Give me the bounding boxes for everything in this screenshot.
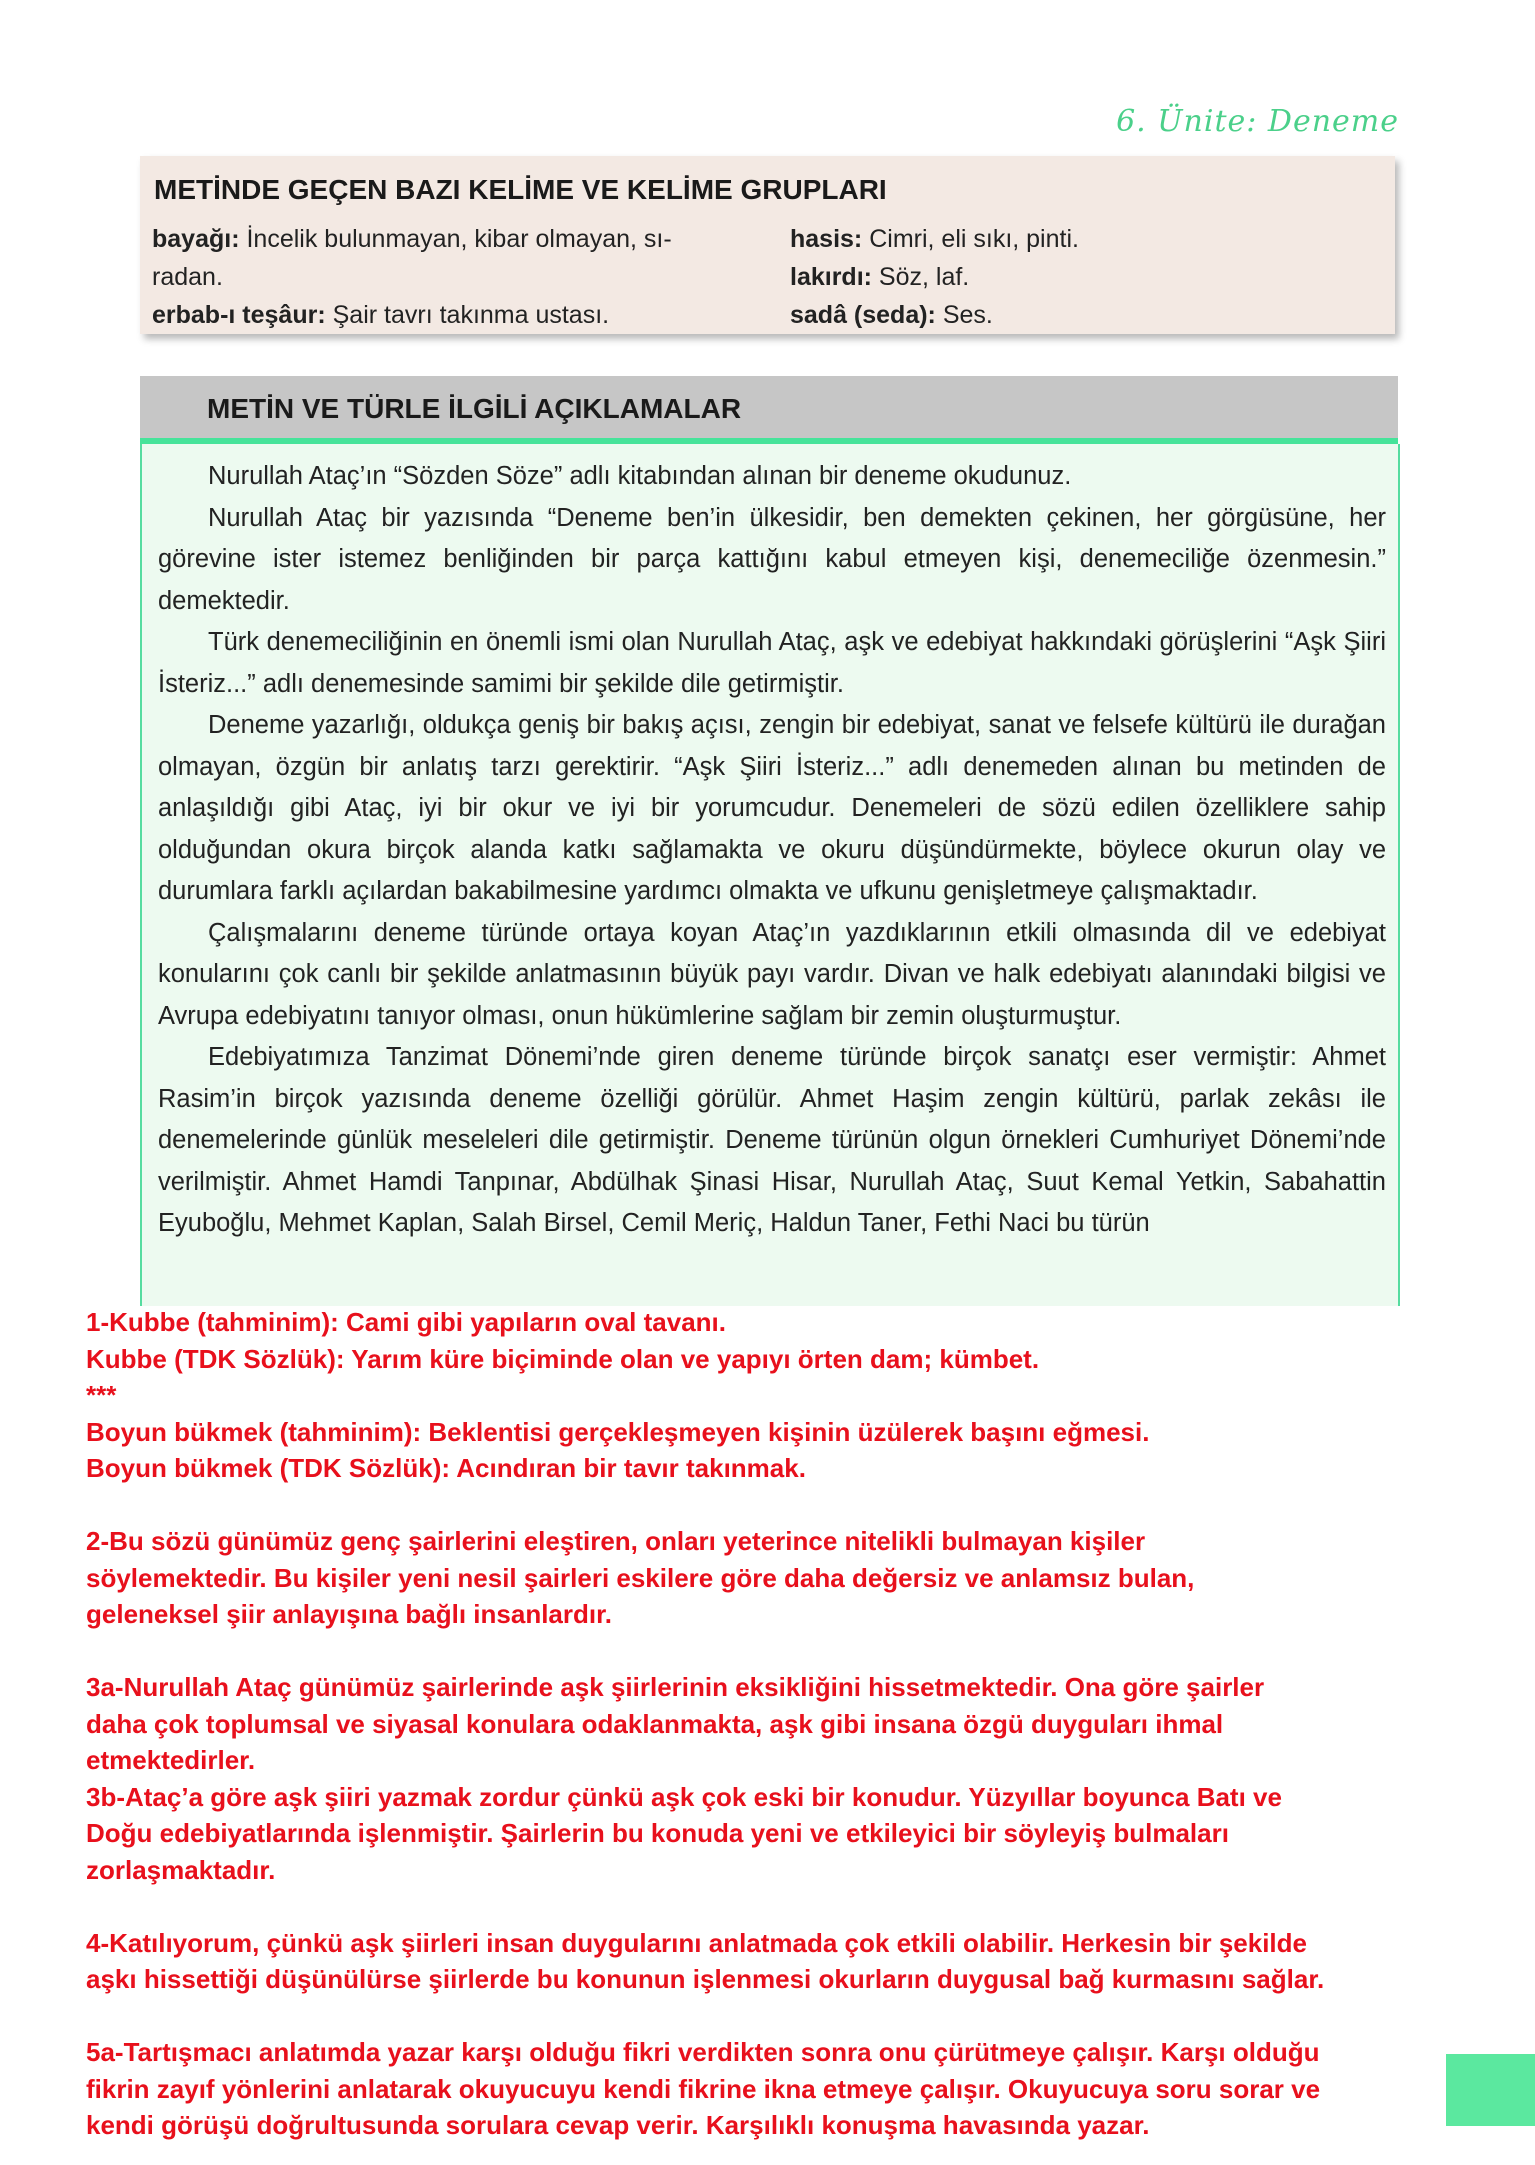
page-tab-marker — [1446, 2054, 1535, 2126]
unit-header: 6. Ünite: Deneme — [1116, 104, 1399, 139]
vocab-entry — [152, 220, 752, 258]
answer-spacer — [86, 1487, 1446, 1524]
explanation-paragraph: Nurullah Ataç bir yazısında “Deneme ben’in ülkesidir, ben demekten çekinen, her görgüsüne, her görevine ister istemez benliğinden bir parça kattığını kabul etmeyen kişi, denemeciliğe özenmesin.” demektedir. — [158, 503, 1386, 615]
answer-line: 4-Katılıyorum, çünkü aşk şiirleri insan duygularını anlatmada çok etkili olabilir. Herkesin bir şekilde — [86, 1927, 1307, 1958]
answer-line: aşkı hissettiği düşünülürse şiirlerde bu konunun işlenmesi okurların duygusal bağ kurmasını sağlar. — [86, 1964, 1325, 1994]
vocab-definition: Cimri, eli sıkı, pinti. — [862, 225, 1079, 253]
answer-line: 3b-Ataç’a göre aşk şiiri yazmak zordur çünkü aşk çok eski bir konudur. Yüzyıllar boyunca Batı ve — [86, 1781, 1282, 1812]
vocab-definition: Ses. — [935, 301, 993, 329]
vocab-definition: İncelik bulunmayan, kibar olmayan, sı- — [239, 225, 672, 253]
answer-line: geleneksel şiir anlayışına bağlı insanlardır. — [86, 1599, 613, 1629]
answer-line: *** — [86, 1380, 117, 1410]
answer-line: fikrin zayıf yönlerini anlatarak okuyucuyu kendi fikrine ikna etmeye çalışır. Okuyucuya soru sorar ve — [86, 2073, 1321, 2104]
answer-line: etmektedirler. — [86, 1745, 256, 1775]
answer-line: zorlaşmaktadır. — [86, 1854, 276, 1885]
vocabulary-left-column — [152, 220, 752, 334]
explanations-panel — [140, 444, 1400, 1306]
answer-line: Kubbe (TDK Sözlük): Yarım küre biçiminde olan ve yapıyı örten dam; kümbet. — [86, 1343, 1040, 1374]
answer-line: Doğu edebiyatlarında işlenmiştir. Şairlerin bu konuda yeni ve etkileyici bir söyleyiş bulmaları — [86, 1818, 1229, 1848]
explanation-paragraph: Çalışmalarını deneme türünde ortaya koyan Ataç’ın yazdıklarının etkili olmasında dil ve edebiyat konularını çok canlı bir şekilde anlatmasının büyük payı vardır. Divan ve halk edebiyatı alanındaki bilgisi ve Avrupa edebiyatını tanıyor olması, onun hükümlerine sağlam bir zemin oluşturmuştur. — [158, 918, 1386, 1030]
answer-line: 1-Kubbe (tahminim): Cami gibi yapıların oval tavanı. — [86, 1307, 726, 1337]
vocab-definition: Şair tavrı takınma ustası. — [325, 301, 610, 329]
answer-line: daha çok toplumsal ve siyasal konulara odaklanmakta, aşk gibi insana özgü duyguları ihmal — [86, 1708, 1224, 1739]
explanation-paragraph: Türk denemeciliğinin en önemli ismi olan Nurullah Ataç, aşk ve edebiyat hakkındaki görüşlerini “Aşk Şiiri İsteriz...” adlı denemesinde samimi bir şekilde dile getirmiştir. — [158, 628, 1386, 698]
answer-line: Boyun bükmek (TDK Sözlük): Acındıran bir tavır takınmak. — [86, 1453, 806, 1483]
vocab-entry — [790, 296, 1390, 334]
vocab-term: hasis: — [790, 225, 863, 253]
answer-line: 5a-Tartışmacı anlatımda yazar karşı olduğu fikri verdikten sonra onu çürütmeye çalışır. Karşı olduğu — [86, 2037, 1320, 2067]
vocab-entry — [790, 220, 1390, 258]
vocabulary-title: METİNDE GEÇEN BAZI KELİME VE KELİME GRUPLARI — [154, 174, 887, 205]
vocabulary-box — [140, 156, 1395, 334]
explanation-paragraph: Edebiyatımıza Tanzimat Dönemi’nde giren deneme türünde birçok sanatçı eser vermiştir: Ahmet Rasim’in birçok yazısında deneme özelliği görülür. Ahmet Haşim zengin kültürü, parlak zekâsı ile denemelerinde günlük meseleleri dile getirmiştir. Deneme türünün olgun örnekleri Cumhuriyet Dönemi’nde verilmiştir. Ahmet Hamdi Tanpınar, Abdülhak Şinasi Hisar, Nurullah Ataç, Suut Kemal Yetkin, Sabahattin Eyuboğlu, Mehmet Kaplan, Salah Birsel, Cemil Meriç, Haldun Taner, Fethi Naci bu türün — [158, 1043, 1386, 1237]
vocab-entry — [152, 296, 752, 334]
vocab-term: erbab-ı teşâur: — [152, 301, 326, 329]
handwritten-answers — [86, 1304, 1446, 2144]
answer-line: 2-Bu sözü günümüz genç şairlerini eleştiren, onları yeterince nitelikli bulmayan kişiler — [86, 1526, 1146, 1556]
explanations-title: METİN VE TÜRLE İLGİLİ AÇIKLAMALAR — [207, 393, 742, 424]
answer-line: 3a-Nurullah Ataç günümüz şairlerinde aşk şiirlerinin eksikliğini hissetmektedir. Ona göre şairler — [86, 1672, 1265, 1702]
vocab-term: lakırdı: — [790, 263, 872, 291]
vocab-entry — [790, 258, 1390, 296]
answer-line: söylemektedir. Bu kişiler yeni nesil şairleri eskilere göre daha değersiz ve anlamsız bulan, — [86, 1562, 1195, 1593]
answer-line: kendi görüşü doğrultusunda sorulara cevap verir. Karşılıklı konuşma havasında yazar. — [86, 2110, 1150, 2140]
answer-line: Boyun bükmek (tahminim): Beklentisi gerçekleşmeyen kişinin üzülerek başını eğmesi. — [86, 1416, 1150, 1447]
vocab-definition: Söz, laf. — [871, 263, 970, 291]
vocab-term: sadâ (seda): — [790, 301, 936, 329]
answer-spacer — [86, 1888, 1446, 1925]
vocabulary-right-column — [790, 220, 1390, 334]
vocab-entry-continuation: radan. — [152, 263, 223, 291]
explanation-paragraph: Deneme yazarlığı, oldukça geniş bir bakış açısı, zengin bir edebiyat, sanat ve felsefe kültürü ile durağan olmayan, özgün bir anlatış tarzı gerektirir. “Aşk Şiiri İsteriz...” adlı denemeden alınan bu metinden de anlaşıldığı gibi Ataç, iyi bir okur ve iyi bir yorumcudur. Denemeleri de sözü edilen özelliklere sahip olduğundan okura birçok alanda katkı sağlamakta ve okuru düşündürmekte, böylece okurun olay ve durumlara farklı açılardan bakabilmesine yardımcı olmakta ve ufkunu genişletmeye çalışmaktadır. — [158, 711, 1386, 905]
explanations-header — [140, 376, 1398, 444]
vocab-term: bayağı: — [152, 225, 240, 253]
explanation-paragraph: Nurullah Ataç’ın “Sözden Söze” adlı kitabından alınan bir deneme okudunuz. — [208, 462, 1072, 490]
answer-spacer — [86, 1633, 1446, 1670]
answer-spacer — [86, 1998, 1446, 2035]
